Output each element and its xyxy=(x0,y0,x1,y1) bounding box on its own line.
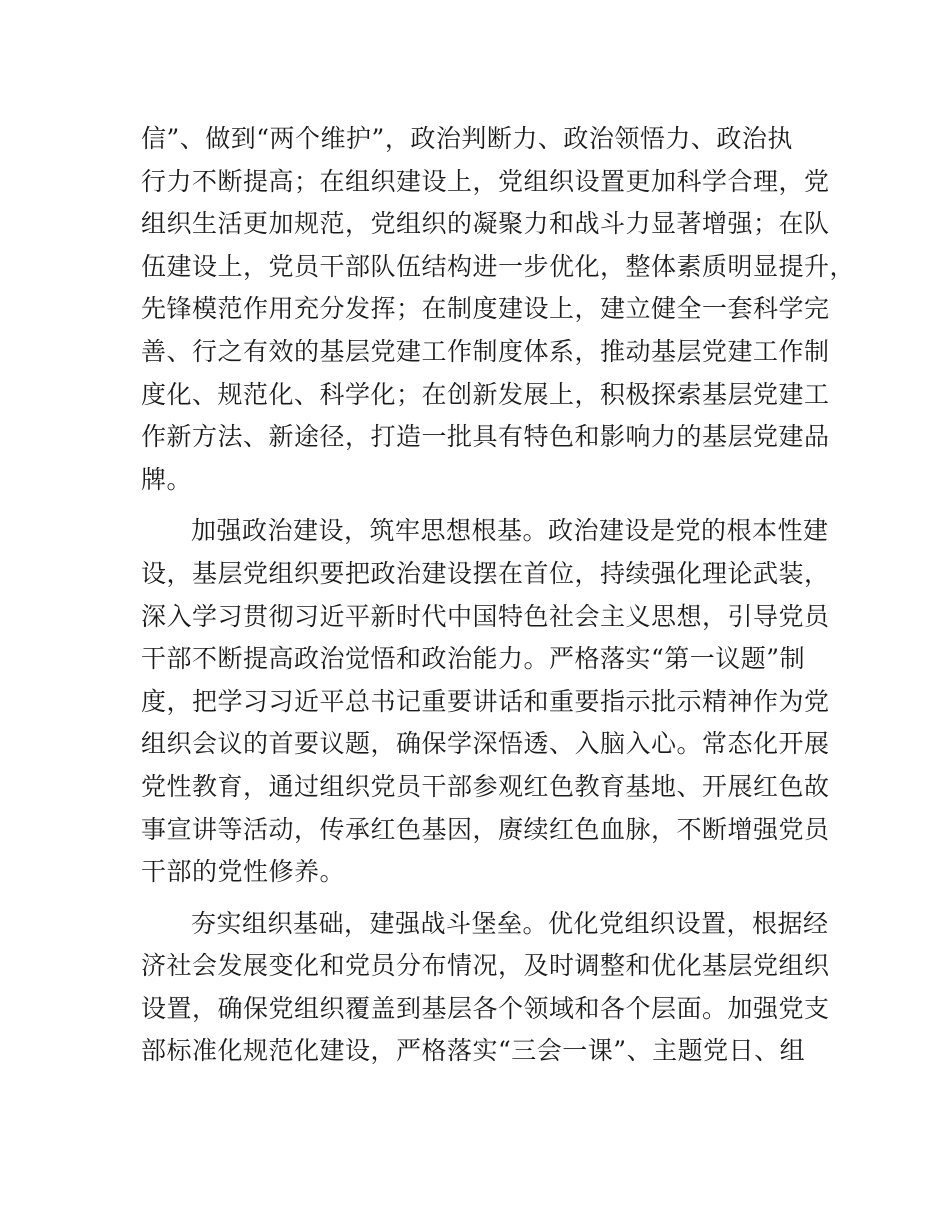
text-line: 干部不断提高政治觉悟和政治能力。严格落实“第一议题”制 xyxy=(141,644,806,674)
text-line: 组织生活更加规范，党组织的凝聚力和战斗力显著增强；在队 xyxy=(141,209,830,239)
text-line: 度化、规范化、科学化；在创新发展上，积极探索基层党建工 xyxy=(141,379,830,409)
text-line: 夯实组织基础，建强战斗堡垒。优化党组织设置，根据经 xyxy=(191,908,829,938)
text-line: 设，基层党组织要把政治建设摆在首位，持续强化理论武装， xyxy=(141,558,830,588)
paragraph-continuation xyxy=(141,118,856,501)
text-line: 伍建设上，党员干部队伍结构进一步优化，整体素质明显提升， xyxy=(141,251,856,281)
text-line: 先锋模范作用充分发挥；在制度建设上，建立健全一套科学完 xyxy=(141,294,830,324)
paragraph-political-building xyxy=(141,510,830,893)
paragraph-gap xyxy=(141,501,817,510)
paragraph-organization-foundation xyxy=(141,903,830,1073)
text-line: 牌。 xyxy=(141,464,193,494)
text-line: 党性教育，通过组织党员干部参观红色教育基地、开展红色故 xyxy=(141,771,830,801)
text-line: 作新方法、新途径，打造一批具有特色和影响力的基层党建品 xyxy=(141,422,830,452)
text-line: 深入学习贯彻习近平新时代中国特色社会主义思想，引导党员 xyxy=(141,601,830,631)
text-line: 行力不断提高；在组织建设上，党组织设置更加科学合理，党 xyxy=(141,166,830,196)
text-line: 信”、做到“两个维护”，政治判断力、政治领悟力、政治执 xyxy=(141,124,793,153)
text-line: 干部的党性修养。 xyxy=(141,857,346,887)
text-line: 加强政治建设，筑牢思想根基。政治建设是党的根本性建 xyxy=(191,516,829,546)
document-body xyxy=(141,118,856,1073)
text-line: 度，把学习习近平总书记重要讲话和重要指示批示精神作为党 xyxy=(141,686,830,716)
text-line: 事宣讲等活动，传承红色基因，赓续红色血脉，不断增强党员 xyxy=(141,814,830,844)
text-line: 济社会发展变化和党员分布情况，及时调整和优化基层党组织 xyxy=(141,951,830,981)
paragraph-gap xyxy=(141,894,817,903)
text-line: 组织会议的首要议题，确保学深悟透、入脑入心。常态化开展 xyxy=(141,729,830,759)
text-line: 部标准化规范化建设，严格落实“三会一课”、主题党日、组 xyxy=(141,1036,806,1066)
text-line: 善、行之有效的基层党建工作制度体系，推动基层党建工作制 xyxy=(141,336,830,366)
text-line: 设置，确保党组织覆盖到基层各个领域和各个层面。加强党支 xyxy=(141,993,830,1023)
